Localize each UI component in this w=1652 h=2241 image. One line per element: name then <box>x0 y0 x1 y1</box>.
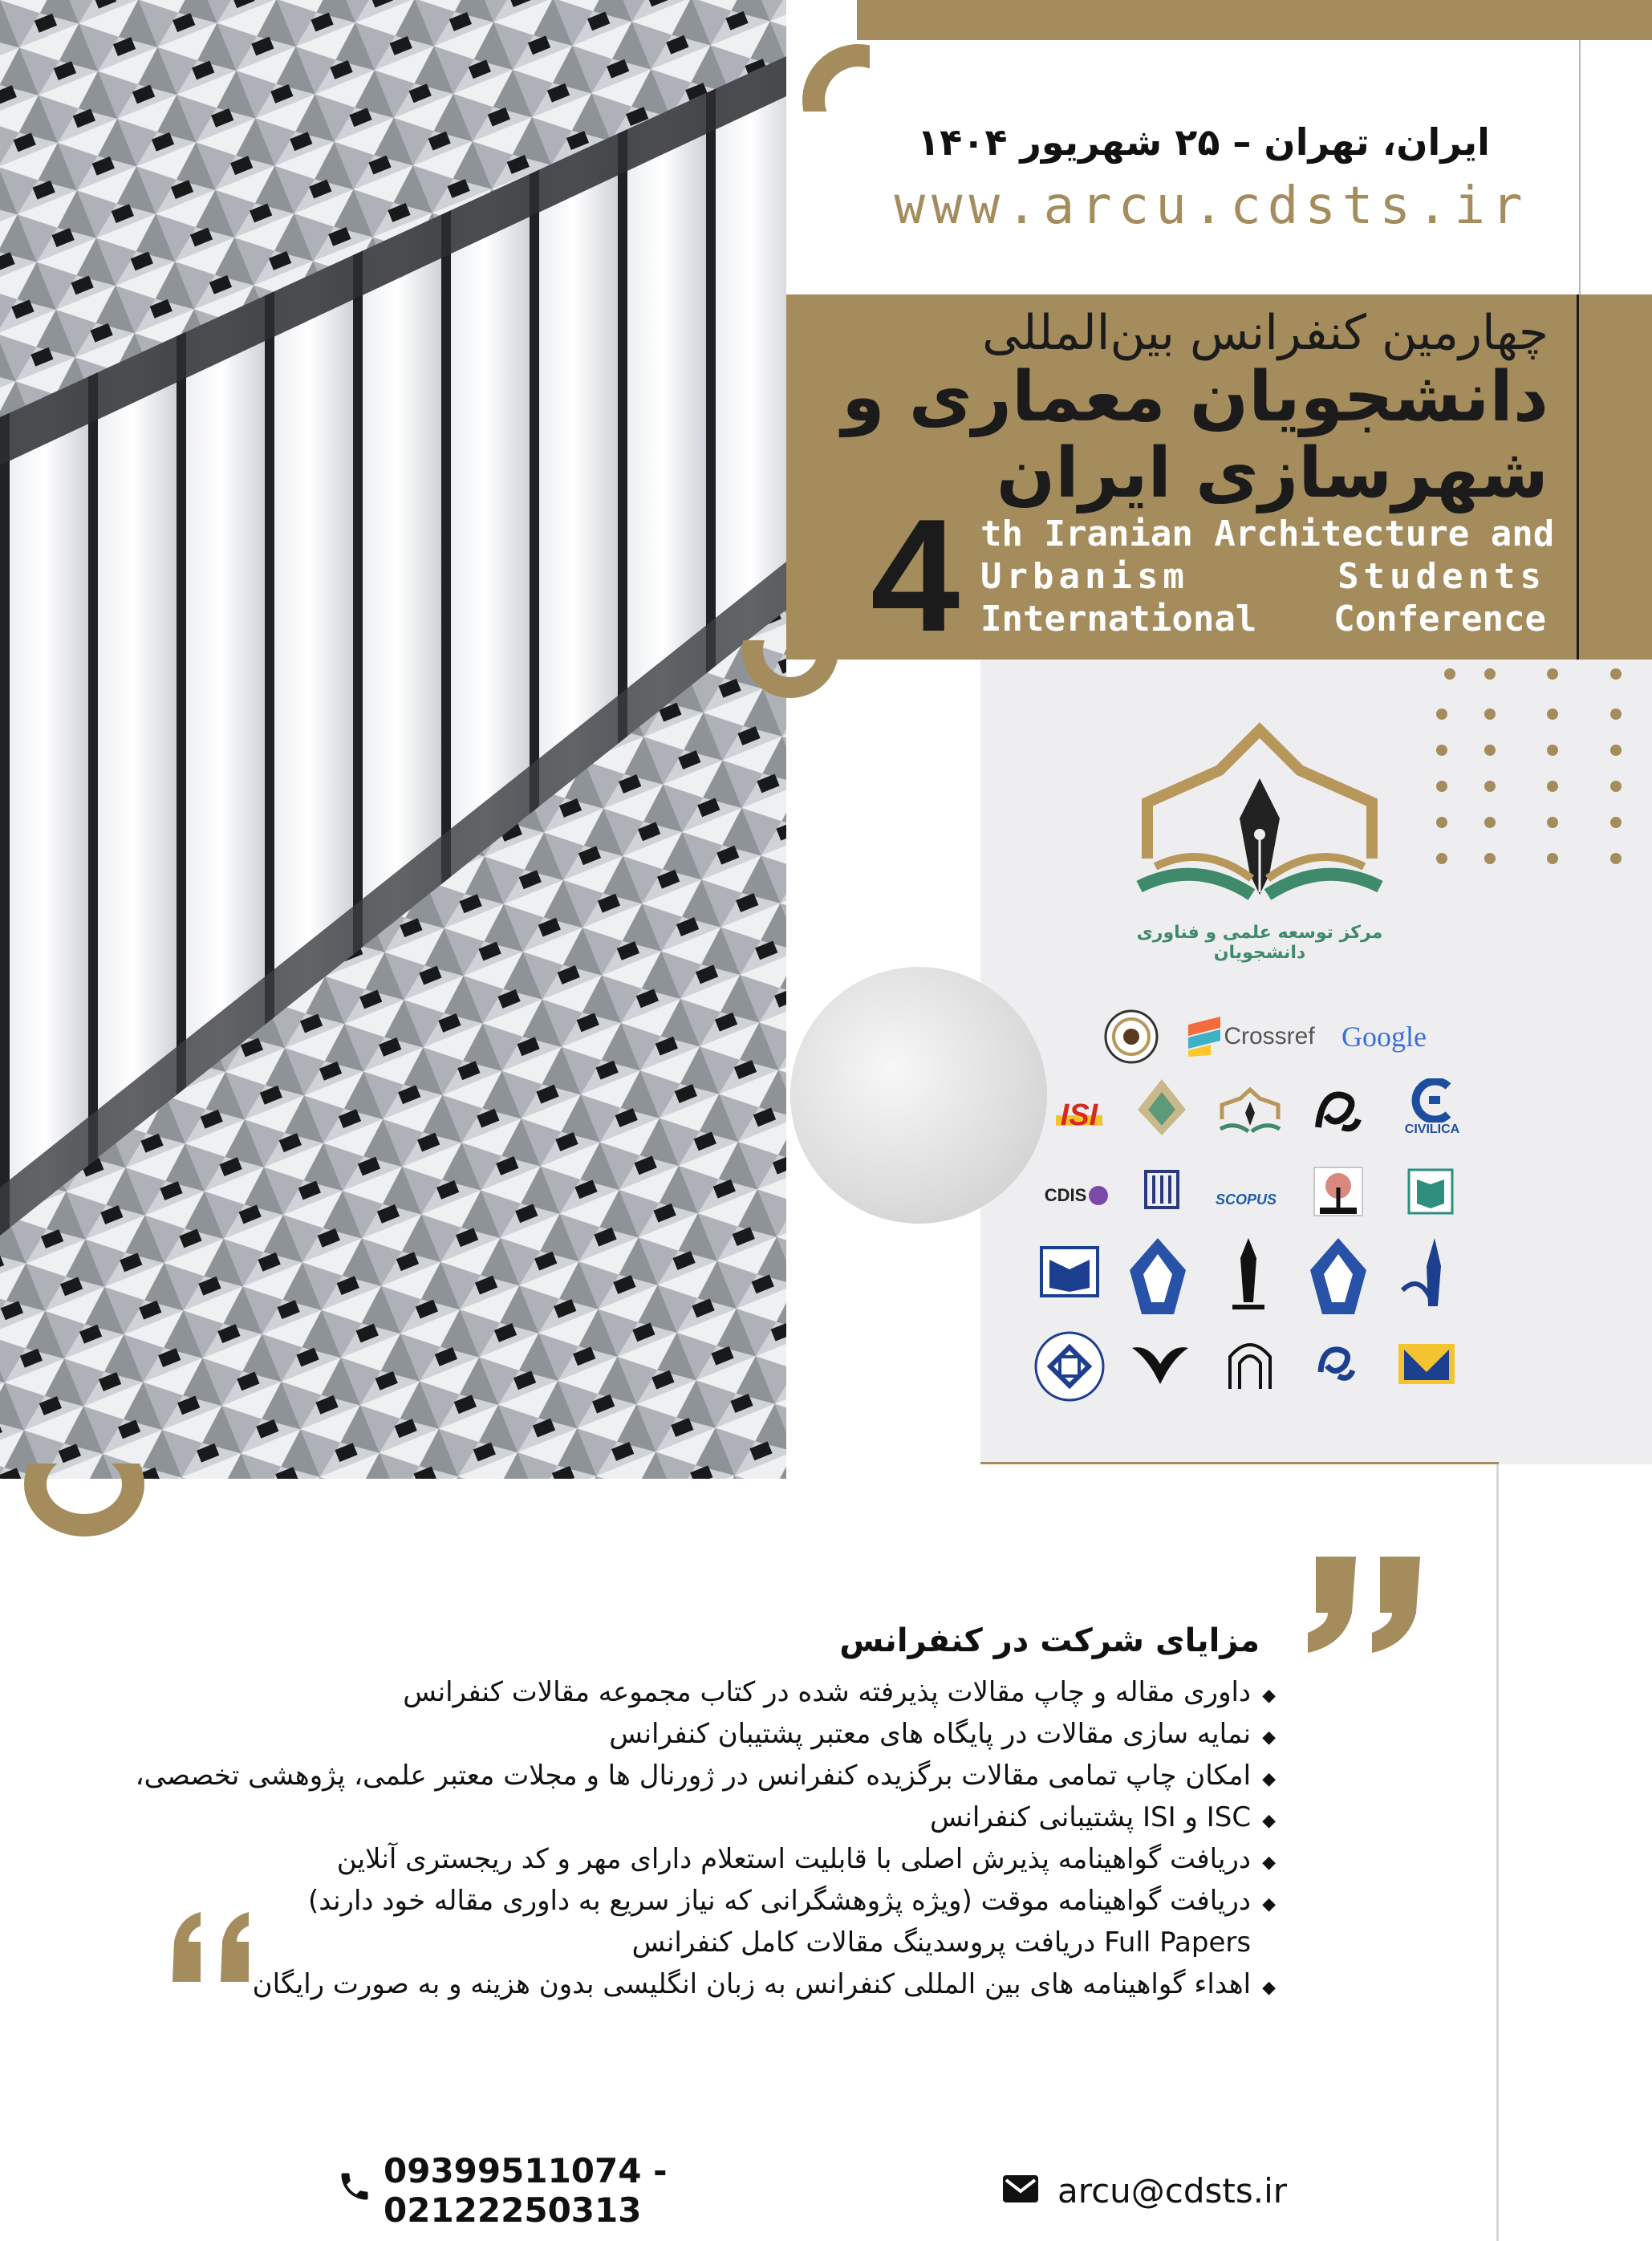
university-seal-logo <box>1093 1005 1170 1069</box>
book-green-logo <box>1392 1159 1469 1224</box>
bullet-icon: ◆ <box>1262 1811 1276 1831</box>
cdis-label: CDIS <box>1044 1185 1087 1205</box>
google-label: Google <box>1341 1021 1427 1053</box>
partners-panel-underline <box>980 1462 1499 1464</box>
english-title-line-1: th Iranian Architecture and <box>980 514 1555 554</box>
english-title-line-2: Urbanism Students <box>980 556 1546 597</box>
english-title-line-3: International Conference <box>980 599 1546 639</box>
persian-title-line-1: چهارمین کنفرانس بین‌المللی <box>982 305 1548 361</box>
benefit-item: ◆نمایه سازی مقالات در پایگاه های معتبر پشتیبان کنفرانس <box>609 1718 1276 1750</box>
bird-logo <box>1122 1332 1199 1396</box>
bullet-icon: ◆ <box>1262 1686 1276 1706</box>
crossref-logo <box>1183 1005 1320 1069</box>
phone-contact[interactable] <box>337 2151 850 2230</box>
isi-label: ISI <box>1056 1098 1102 1133</box>
dots-decoration <box>1436 668 1629 869</box>
bullet-icon: ◆ <box>1262 1978 1276 1998</box>
google-logo <box>1336 1005 1432 1069</box>
right-divider-line <box>1496 1464 1499 2241</box>
email-address: arcu@cdsts.ir <box>1057 2170 1288 2211</box>
calligraphy-blue-logo <box>1388 1232 1465 1320</box>
azad-university-logo-2 <box>1300 1232 1377 1320</box>
benefit-item: ◆ISC و ISI پشتیبانی کنفرانس <box>930 1801 1276 1833</box>
quote-open-icon <box>164 1906 261 1986</box>
benefit-item: ◆داوری مقاله و چاپ مقالات پذیرفته شده در کتاب مجموعه مقالات کنفرانس <box>403 1676 1276 1708</box>
website-url[interactable]: www.arcu.cdsts.ir <box>894 177 1529 236</box>
civilica-logo <box>1392 1075 1472 1139</box>
persian-title-line-3: شهرسازی ایران <box>996 433 1548 514</box>
cdis-logo <box>1033 1163 1122 1228</box>
envelope-icon <box>1003 2171 1038 2211</box>
benefit-item: Full Papers دریافت پروسدینگ مقالات کامل کنفرانس <box>631 1926 1252 1959</box>
architecture-photo <box>0 0 786 1479</box>
gray-circle-decoration <box>790 967 1047 1224</box>
persian-title-line-2: دانشجویان معماری و <box>842 357 1548 437</box>
organizer-caption: مرکز توسعه علمی و فناوری دانشجویان <box>1136 923 1383 963</box>
phone-numbers: 09399511074 - 02122250313 <box>384 2151 668 2230</box>
arch-logo <box>1212 1330 1289 1395</box>
benefit-item: ◆دریافت گواهینامه موقت (ویژه پژوهشگرانی که نیاز سریع به داوری مقاله خود دارند) <box>307 1885 1276 1917</box>
bullet-icon: ◆ <box>1262 1727 1276 1748</box>
civilica-label: CIVILICA <box>1404 1122 1460 1136</box>
knot-seal-logo <box>1031 1328 1108 1404</box>
scopus-label: SCOPUS <box>1215 1191 1277 1208</box>
bullet-icon: ◆ <box>1262 1853 1276 1873</box>
bullet-icon: ◆ <box>1262 1769 1276 1789</box>
book-blue-logo <box>1031 1240 1108 1304</box>
heritage-logo <box>1123 1075 1200 1139</box>
quote-close-icon <box>1284 1549 1428 1661</box>
benefit-item: ◆دریافت گواهینامه پذیرش اصلی با قابلیت استعلام دارای مهر و کد ریجستری آنلاین <box>336 1843 1276 1875</box>
right-divider-line <box>1579 40 1581 294</box>
scopus-logo <box>1208 1167 1285 1232</box>
tower-logo <box>1210 1232 1287 1320</box>
azad-university-logo <box>1119 1232 1196 1320</box>
calligraphy-logo <box>1300 1079 1377 1143</box>
bullet-icon: ◆ <box>1262 1894 1276 1914</box>
email-contact[interactable] <box>1003 2166 1388 2215</box>
tree-logo <box>1300 1159 1377 1224</box>
yellow-blue-logo <box>1388 1332 1465 1396</box>
sazman-logo <box>1123 1159 1200 1224</box>
crossref-label: Crossref <box>1224 1023 1315 1049</box>
top-gold-bar <box>857 0 1652 40</box>
benefit-item: ◆اهداء گواهینامه های بین المللی کنفرانس به زبان انگلیسی بدون هزینه و به صورت رایگان <box>252 1968 1276 2000</box>
benefit-item: ◆امکان چاپ تمامی مقالات برگزیده کنفرانس در ژورنال ها و مجلات معتبر علمی، پژوهشی تخصصی، <box>135 1760 1276 1792</box>
title-panel-divider <box>1577 294 1579 660</box>
conference-date-location: ایران، تهران – ۲۵ شهریور ۱۴۰۴ <box>917 120 1490 164</box>
cdsts-small-logo <box>1212 1079 1289 1143</box>
blue-calligraphy-small-logo <box>1298 1332 1375 1396</box>
phone-icon <box>337 2169 372 2212</box>
isi-logo <box>1035 1083 1123 1147</box>
benefits-title: مزایای شرکت در کنفرانس <box>839 1622 1260 1659</box>
edition-number: 4 <box>871 486 960 665</box>
